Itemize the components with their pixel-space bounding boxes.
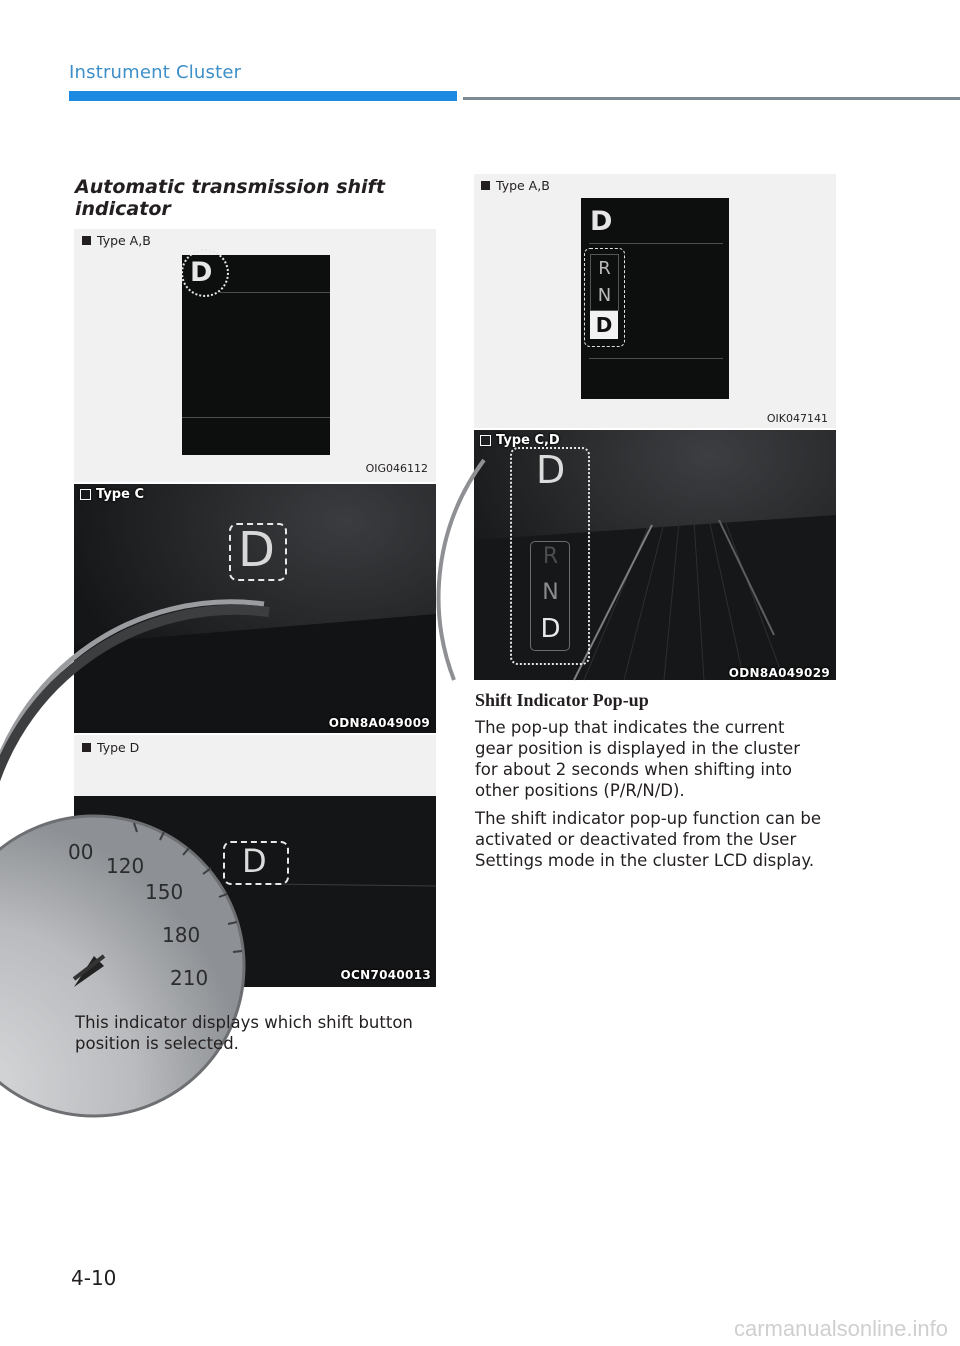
figure-code: ODN8A049009 — [328, 716, 430, 730]
gear-indicator: D — [238, 522, 275, 578]
speed-tick-label: 210 — [170, 966, 209, 990]
gear-n: N — [590, 282, 619, 311]
gear-r: R — [590, 254, 619, 283]
header-rule — [463, 97, 960, 100]
gear-r: R — [542, 544, 559, 569]
speedometer — [74, 796, 436, 987]
figure-code: OIG046112 — [365, 462, 428, 475]
figure-label: Type C,D — [496, 433, 560, 448]
body-paragraph: The shift indicator pop-up function can be activated or deactivated from the User Settings mode in the cluster LCD display. — [475, 809, 822, 870]
square-outline-icon — [480, 435, 491, 446]
figure-type-cd-popup — [474, 430, 836, 680]
figure-label: Type A,B — [97, 233, 151, 248]
section-heading: Automatic transmission shift indicator — [75, 176, 385, 220]
gear-indicator: D — [242, 842, 267, 880]
figure-code: OIK047141 — [766, 412, 828, 425]
cluster-screen — [182, 255, 330, 455]
gear-n: N — [542, 580, 559, 605]
gear-indicator: D — [536, 448, 566, 492]
figure-type-d — [68, 796, 436, 990]
figure-label: Type D — [97, 740, 140, 755]
gear-d-selected: D — [590, 311, 618, 339]
square-bullet-icon — [481, 181, 490, 190]
square-bullet-icon — [82, 236, 91, 245]
gear-d-selected: D — [540, 614, 561, 644]
section-title: Instrument Cluster — [69, 62, 242, 83]
square-outline-icon — [80, 489, 91, 500]
figure-type-ab — [74, 229, 436, 482]
body-paragraph: This indicator displays which shift button position is selected. — [75, 1013, 413, 1053]
watermark-url: carmanualsonline.info — [733, 1316, 948, 1341]
speed-tick-label: 120 — [106, 854, 145, 878]
figure-label: Type C — [96, 487, 144, 502]
body-paragraph: The pop-up that indicates the current gear position is displayed in the cluster for about 2 seconds when shifting into other positions (P/R/N/D). — [475, 718, 800, 800]
figure-type-ab-popup — [474, 174, 836, 428]
figure-code: OCN7040013 — [340, 968, 431, 982]
gear-indicator: D — [190, 257, 213, 288]
figure-label: Type A,B — [496, 178, 550, 193]
page-number: 4-10 — [71, 1266, 117, 1290]
header-accent-bar — [69, 91, 457, 101]
highlight-circle — [181, 249, 229, 297]
figure-code: ODN8A049029 — [728, 666, 830, 680]
subsection-heading: Shift Indicator Pop-up — [475, 690, 649, 710]
figure-type-d-label-area — [74, 735, 436, 796]
speed-tick-label: 00 — [68, 840, 94, 864]
cluster-screen — [581, 198, 729, 399]
speed-tick-label: 150 — [145, 880, 184, 904]
figure-type-c — [74, 484, 436, 733]
speed-tick-label: 180 — [162, 923, 201, 947]
gear-indicator: D — [590, 206, 613, 237]
square-bullet-icon — [82, 743, 91, 752]
